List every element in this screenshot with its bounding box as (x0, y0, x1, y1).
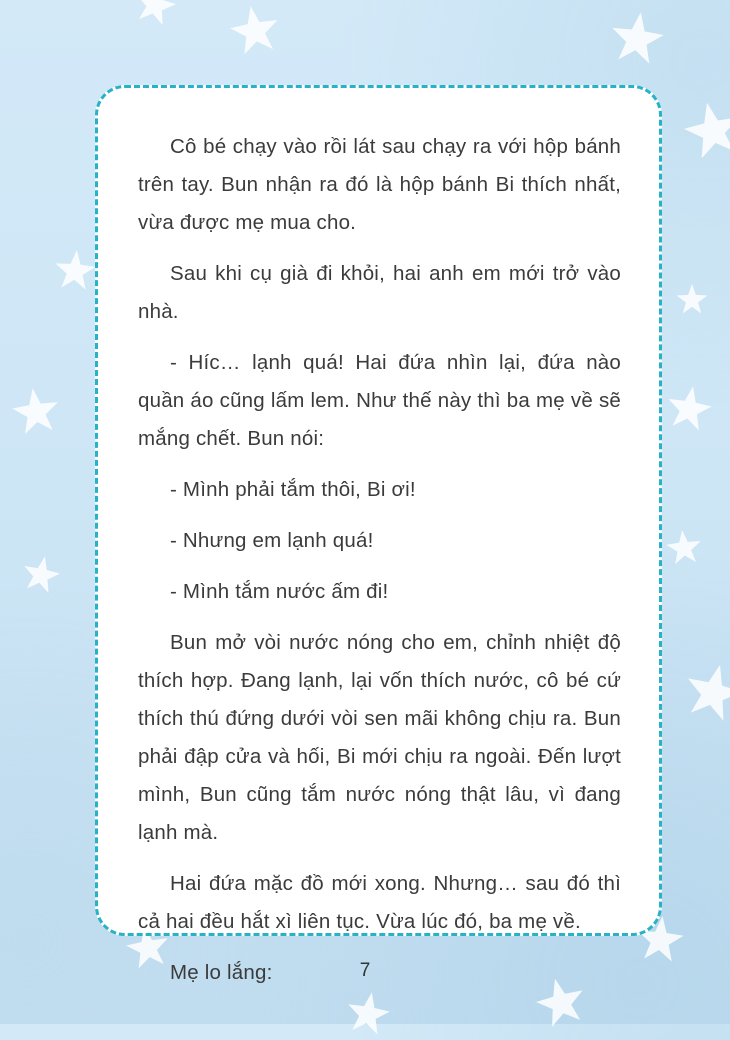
star-icon (662, 382, 715, 435)
star-icon (226, 2, 284, 60)
star-icon (52, 248, 98, 294)
story-paragraph-dialogue: - Nhưng em lạnh quá! (170, 529, 374, 552)
page-number: 7 (359, 960, 371, 981)
story-paragraph: Bun mở vòi nước nóng cho em, chỉnh nhiệt độ thích hợp. Đang lạnh, lại vốn thích nước, cô bé cứ thích thú đứng dưới vòi sen mãi không chịu ra. Bun phải đập cửa và hối, Bi mới chịu ra ngoài. Đến lượt mình, Bun cũng tắm nước nóng thật lâu, vì đang lạnh mà. (138, 631, 621, 844)
star-icon (130, 0, 181, 30)
story-paragraph: Hai đứa mặc đồ mới xong. Nhưng… sau đó thì cả hai đều hắt xì liên tục. Vừa lúc đó, ba mẹ về. (138, 872, 621, 933)
story-paragraph: Mẹ lo lắng: (170, 961, 273, 984)
story-text-panel (95, 85, 662, 984)
star-icon (679, 97, 730, 166)
story-paragraph: - Híc… lạnh quá! Hai đứa nhìn lại, đứa nào quần áo cũng lấm lem. Như thế này thì ba mẹ về sẽ mắng chết. Bun nói: (138, 351, 621, 450)
star-icon (343, 989, 394, 1040)
star-icon (607, 9, 668, 70)
story-paragraph: Sau khi cụ già đi khỏi, hai anh em mới trở vào nhà. (138, 262, 621, 323)
star-icon (664, 528, 704, 568)
story-paragraph-dialogue: - Mình tắm nước ấm đi! (170, 580, 389, 603)
star-icon (678, 658, 730, 728)
star-icon (18, 552, 63, 597)
story-paragraph-dialogue: - Mình phải tắm thôi, Bi ơi! (170, 478, 416, 501)
story-paragraph: Cô bé chạy vào rồi lát sau chạy ra với hộp bánh trên tay. Bun nhận ra đó là hộp bánh Bi thích nhất, vừa được mẹ mua cho. (138, 135, 621, 234)
star-icon (676, 284, 708, 316)
star-icon (9, 385, 63, 439)
